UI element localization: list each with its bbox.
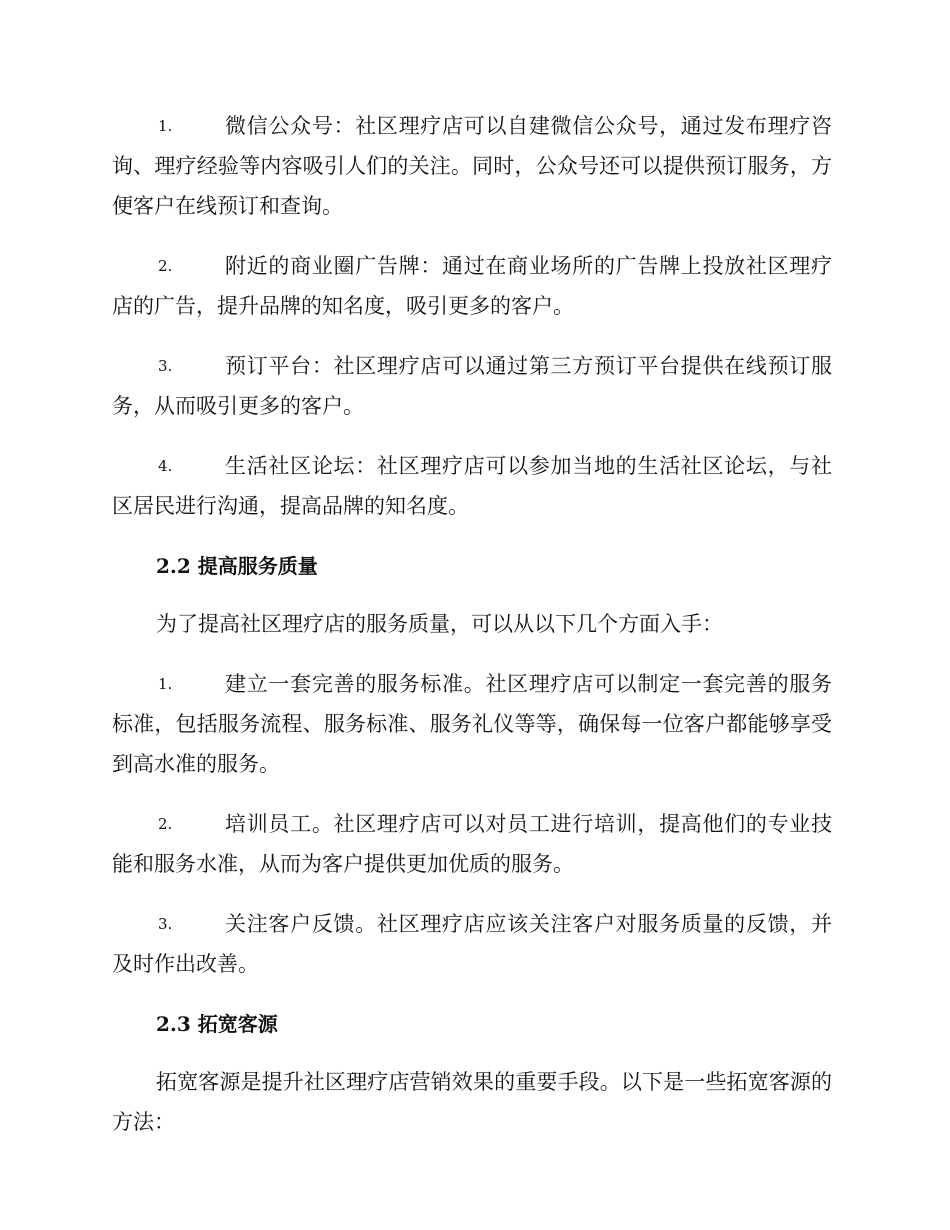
service-quality-list [112, 664, 832, 984]
list-item-number: 2. [158, 815, 173, 833]
list-item-text: 建立一套完善的服务标准。社区理疗店可以制定一套完善的服务标准，包括服务流程、服务标准、服务礼仪等等，确保每一位客户都能够享受到高水准的服务。 [112, 672, 832, 776]
list-item [112, 106, 832, 226]
list-item [112, 246, 832, 326]
list-item-text: 关注客户反馈。社区理疗店应该关注客户对服务质量的反馈，并及时作出改善。 [112, 912, 832, 976]
list-item [112, 904, 832, 984]
list-item-number: 2. [158, 257, 173, 275]
section-heading-service-quality: 2.2 提高服务质量 [156, 554, 318, 578]
list-item [112, 446, 832, 526]
section-intro-expand-customers: 拓宽客源是提升社区理疗店营销效果的重要手段。以下是一些拓宽客源的方法： [112, 1070, 832, 1134]
list-item-text: 培训员工。社区理疗店可以对员工进行培训，提高他们的专业技能和服务水准，从而为客户提供更加优质的服务。 [112, 812, 832, 876]
list-item-number: 4. [158, 457, 173, 475]
list-item-text: 微信公众号：社区理疗店可以自建微信公众号，通过发布理疗咨询、理疗经验等内容吸引人们的关注。同时，公众号还可以提供预订服务，方便客户在线预订和查询。 [112, 114, 832, 218]
list-item [112, 664, 832, 784]
list-item [112, 346, 832, 426]
list-item-number: 3. [158, 357, 173, 375]
list-item-text: 预订平台：社区理疗店可以通过第三方预订平台提供在线预订服务，从而吸引更多的客户。 [112, 354, 832, 418]
list-item-text: 生活社区论坛：社区理疗店可以参加当地的生活社区论坛，与社区居民进行沟通，提高品牌的知名度。 [112, 454, 832, 518]
list-item [112, 804, 832, 884]
section-heading-expand-customers: 2.3 拓宽客源 [156, 1012, 278, 1036]
list-item-text: 附近的商业圈广告牌：通过在商业场所的广告牌上投放社区理疗店的广告，提升品牌的知名度，吸引更多的客户。 [112, 254, 832, 318]
list-item-number: 3. [158, 915, 173, 933]
section-intro-service-quality: 为了提高社区理疗店的服务质量，可以从以下几个方面入手： [156, 612, 723, 636]
list-item-number: 1. [158, 675, 173, 693]
channel-list [112, 106, 832, 526]
list-item-number: 1. [158, 117, 173, 135]
